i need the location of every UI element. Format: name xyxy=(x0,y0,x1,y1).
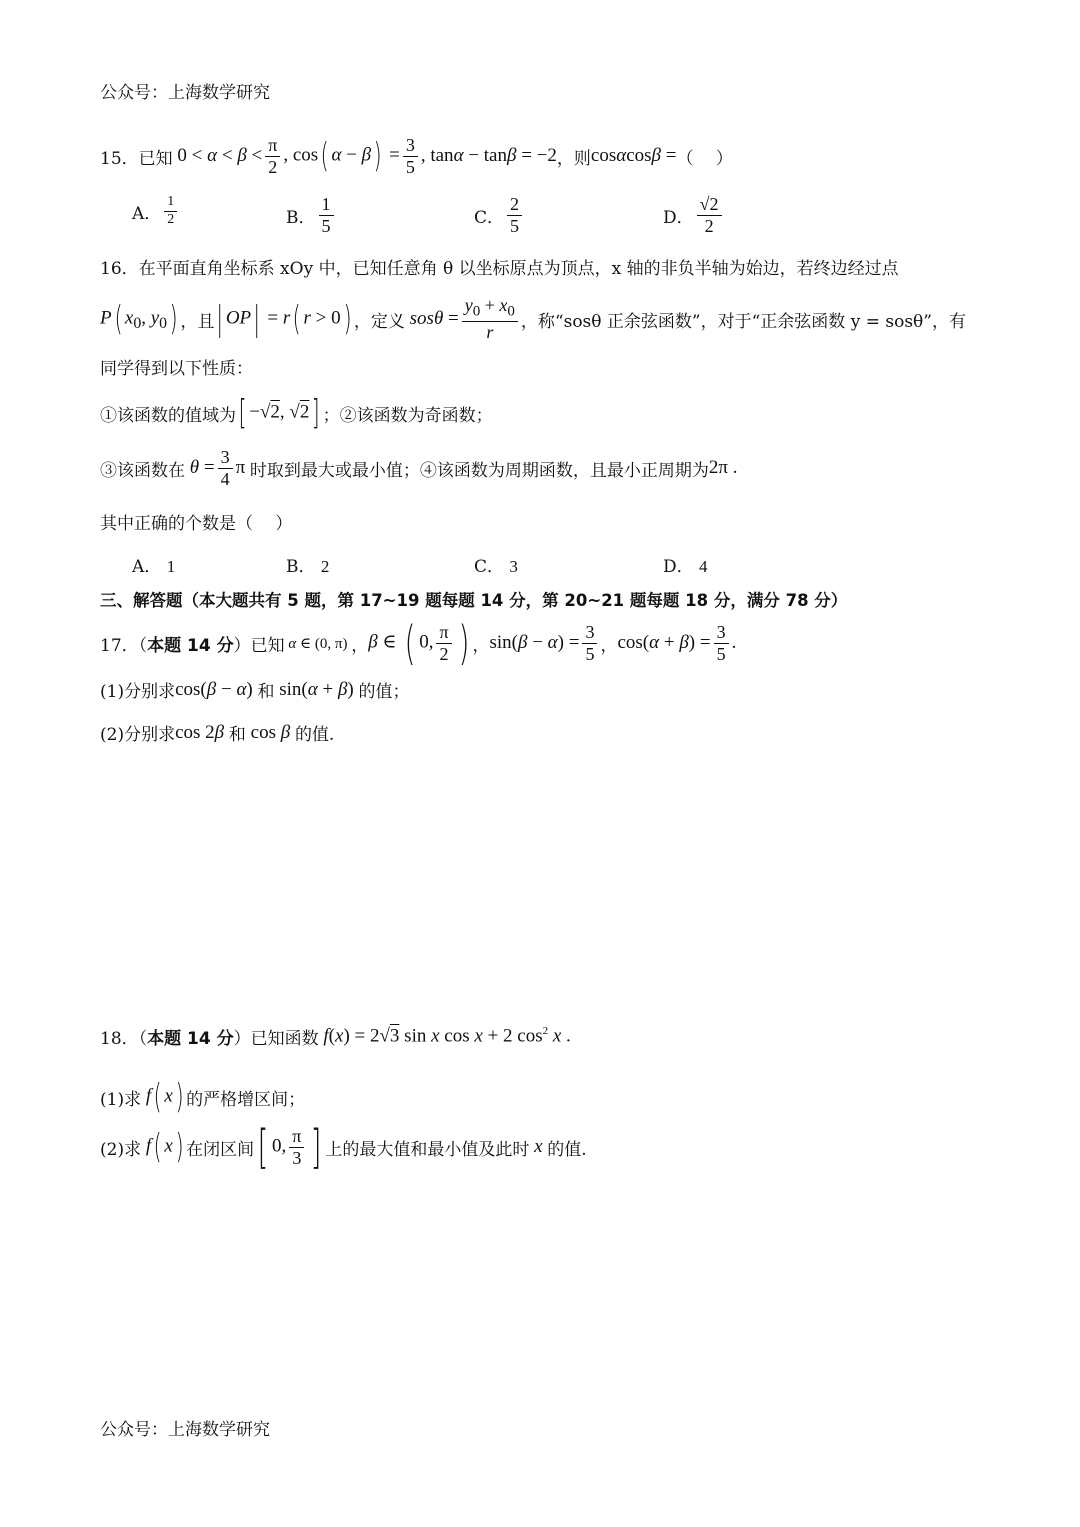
question-17-part-1: (1)分别求 cos(β − α) 和 sin(α + β) 的值； xyxy=(100,678,410,702)
property-3-4: ③该函数在 θ = $\frac{3}{4}$ π 时取到最大或最小值；④该函数为周期函数，且最小正周期为 2π . xyxy=(100,447,738,489)
question-18-part-1: (1)求 f( x) 的严格增区间； xyxy=(100,1077,306,1117)
option-a[interactable]: A． 1 xyxy=(132,557,176,577)
question-18-stem: 18．（ 本题 14 分 ） 已知函数 f(x) = 2√3 sin x cos x + 2 $\cos^2 x$ . xyxy=(100,1025,571,1049)
section-title: 三、解答题（本大题共有 5 题，第 17~19 题每题 14 分，第 20~21 题每题 18 分，满分 78 分） xyxy=(100,591,848,610)
page-header: 公众号：上海数学研究 xyxy=(100,83,270,103)
option-d[interactable]: D． 4 xyxy=(663,557,708,577)
option-c[interactable]: C． $\frac{2}{5}$ xyxy=(474,195,525,236)
question-number: 16． xyxy=(100,259,139,279)
question-18-part-2: (2)求 f( x) 在闭区间 [ 0, $\frac{\pi}{3}$ ] 上的最大值和最小值及此时 x 的值. xyxy=(100,1120,587,1174)
question-16-intro: 同学得到以下性质： xyxy=(100,359,253,379)
option-d[interactable]: D． $\frac{√2}{2}$ xyxy=(663,195,725,236)
property-1-2: ①该函数的值域为 [ −√2, √2] ；②该函数为奇函数； xyxy=(100,393,493,433)
question-15-stem: 15． 已知 0 < α < β < $\frac{\pi}{2}$ , cos( α − β) = $\frac{3}{5}$ , tanα − tanβ = −2 ，则 cosαcosβ = （ ） xyxy=(100,135,733,177)
option-c[interactable]: C． 3 xyxy=(474,557,518,577)
option-b[interactable]: B． $\frac{1}{5}$ xyxy=(286,195,337,236)
question-16-stem: 16． 在平面直角坐标系 xOy 中，已知任意角 θ 以坐标原点为顶点，x 轴的非负半轴为始边，若终边经过点 xyxy=(100,254,899,279)
question-16-definition: P( $x_0$, $y_0$) ，且 | OP| = r( r > 0) ，定义 sosθ = $\frac{y_0 + x_0}{r}$ ，称“sosθ 正余弦函数”，对于“正余弦函数 y = sosθ”，有 xyxy=(100,295,966,343)
question-17-stem: 17．（ 本题 14 分 ） 已知 α ∈ (0, π) ， β ∈ ( 0, $\frac{\pi}{2}$ ) ， sin(β − α) = $\frac{3}{5}$ ， cos(α + β) = $\frac{3}{5}$ . xyxy=(100,616,737,670)
option-a[interactable]: A． $\frac{1}{2}$ xyxy=(132,195,180,227)
option-b[interactable]: B． 2 xyxy=(286,557,330,577)
question-16-ask: 其中正确的个数是（ ） xyxy=(100,514,293,534)
question-17-part-2: (2)分别求 cos 2β 和 cos β 的值. xyxy=(100,721,335,745)
page-footer: 公众号：上海数学研究 xyxy=(100,1420,270,1440)
question-number: 15． xyxy=(100,148,139,169)
math-expression: 0 < α < β < xyxy=(172,145,263,167)
